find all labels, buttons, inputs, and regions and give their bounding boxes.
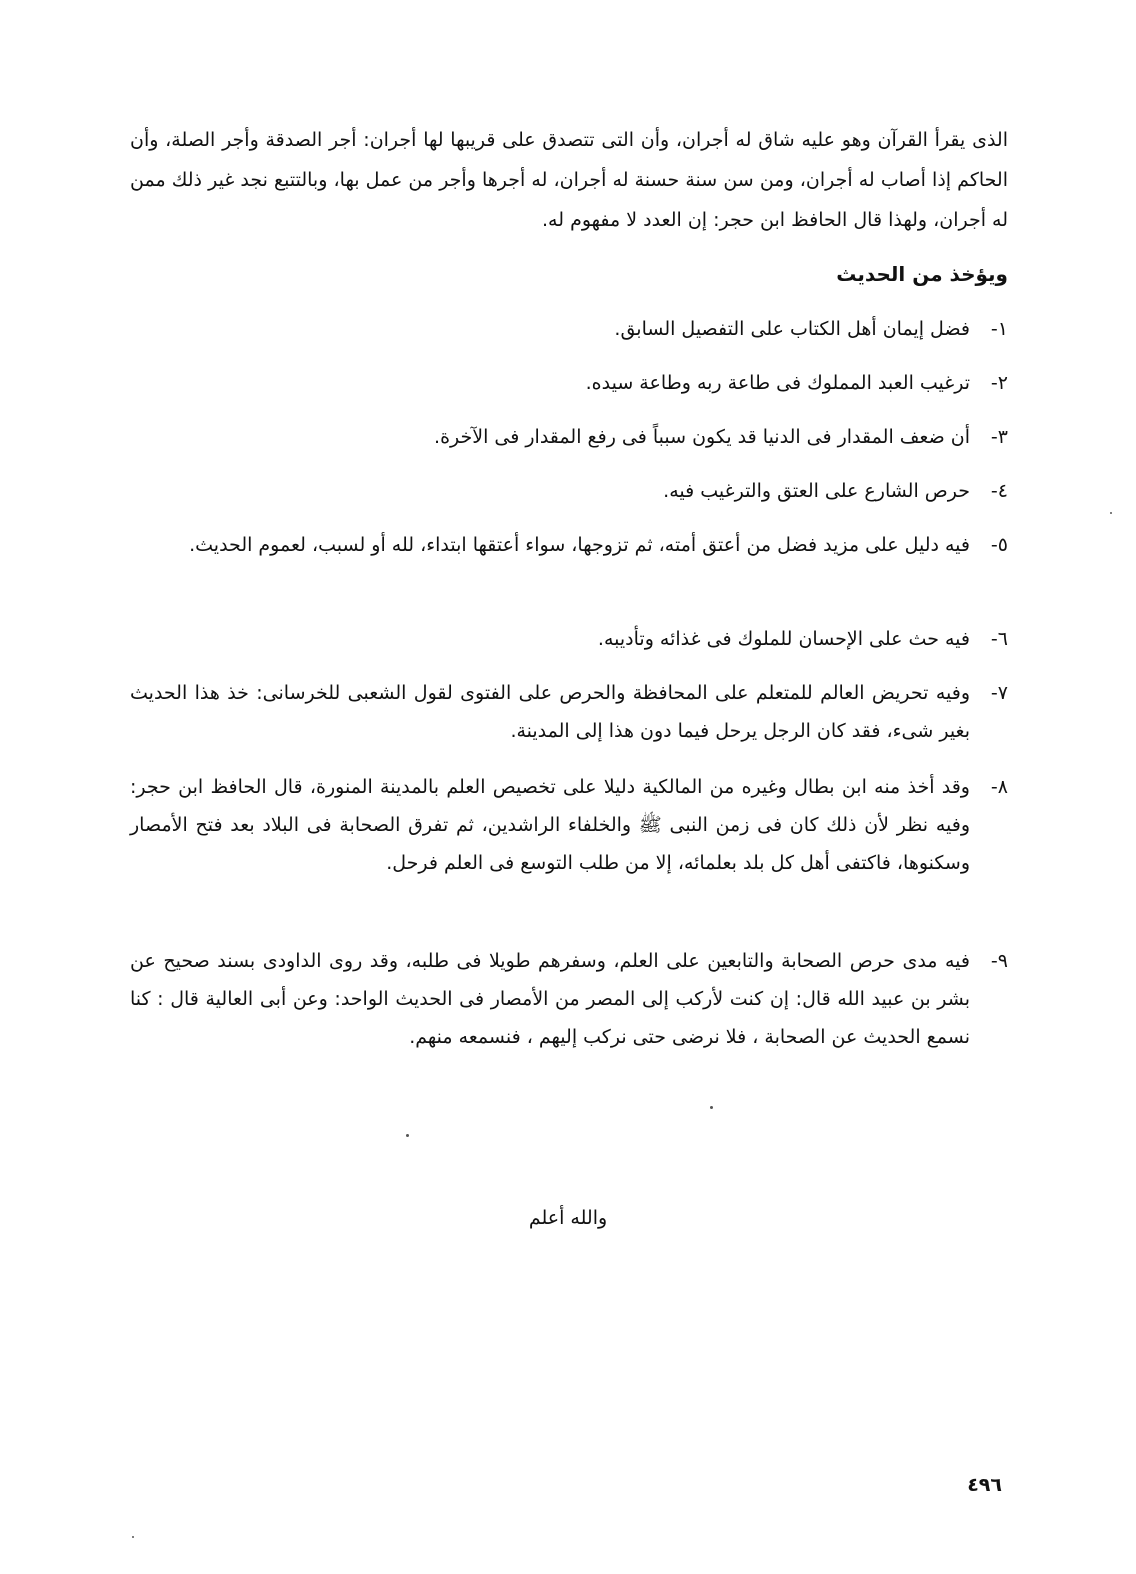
- list-item: [130, 620, 1008, 658]
- scan-speck: [406, 1134, 409, 1137]
- scan-speck: [132, 1536, 134, 1538]
- list-item-number: ٩-: [990, 950, 1008, 972]
- scan-speck: [710, 1106, 713, 1109]
- list-item-number: ٨-: [990, 776, 1008, 798]
- list-item-text: فيه مدى حرص الصحابة والتابعين على العلم، وسفرهم طويلا فى طلبه، وقد روى الداودى بسند صحيح عن بشر بن عبيد الله قال: إن كنت لأركب إلى المصر من الأمصار فى الحديث الواحد: وعن أبى العالية قال : كنا نسمع الحديث عن الصحابة ، فلا نرضى حتى نركب إليهم ، فنسمعه منهم.: [130, 950, 970, 1048]
- list-item: [130, 472, 1008, 510]
- list-item-text: حرص الشارع على العتق والترغيب فيه.: [663, 480, 970, 502]
- list-item: [130, 310, 1008, 348]
- list-item: [130, 768, 1008, 882]
- list-item: [130, 674, 1008, 750]
- list-item-text: ترغيب العبد المملوك فى طاعة ربه وطاعة سيده.: [585, 372, 970, 394]
- list-item-text: وقد أخذ منه ابن بطال وغيره من المالكية دليلا على تخصيص العلم بالمدينة المنورة، قال الحافظ ابن حجر: وفيه نظر لأن ذلك كان فى زمن النبى ﷺ والخلفاء الراشدين، ثم تفرق الصحابة فى البلاد بعد فتح الأمصار وسكنوها، فاكتفى أهل كل بلد بعلمائه، إلا من طلب التوسع فى العلم فرحل.: [130, 776, 970, 874]
- list-item-text: فضل إيمان أهل الكتاب على التفصيل السابق.: [614, 318, 970, 340]
- list-item: [130, 526, 1008, 564]
- list-item: [130, 364, 1008, 402]
- list-item-number: ٣-: [990, 426, 1008, 448]
- list-item-text: فيه دليل على مزيد فضل من أعتق أمته، ثم تزوجها، سواء أعتقها ابتداء، لله أو لسبب، لعموم الحديث.: [189, 534, 970, 556]
- list-item-number: ٥-: [990, 534, 1008, 556]
- list-item-text: فيه حث على الإحسان للملوك فى غذائه وتأديبه.: [597, 628, 970, 650]
- list-item: [130, 942, 1008, 1056]
- list-item-number: ٤-: [990, 480, 1008, 502]
- list-item-number: ٢-: [990, 372, 1008, 394]
- list-item-text: أن ضعف المقدار فى الدنيا قد يكون سبباً فى رفع المقدار فى الآخرة.: [434, 426, 970, 448]
- scan-speck: [1110, 512, 1112, 514]
- list-item-number: ٧-: [990, 682, 1008, 704]
- list-item-number: ٦-: [990, 628, 1008, 650]
- section-heading: ويؤخذ من الحديث: [836, 262, 1008, 286]
- closing-line: والله أعلم: [528, 1207, 608, 1229]
- list-item: [130, 418, 1008, 456]
- list-item-number: ١-: [990, 318, 1008, 340]
- list-item-text: وفيه تحريض العالم للمتعلم على المحافظة والحرص على الفتوى لقول الشعبى للخرسانى: خذ هذا الحديث بغير شىء، فقد كان الرجل يرحل فيما دون هذا إلى المدينة.: [130, 682, 970, 742]
- page-number: ٤٩٦: [967, 1474, 1002, 1496]
- intro-paragraph: الذى يقرأ القرآن وهو عليه شاق له أجران، وأن التى تتصدق على قريبها لها أجران: أجر الصدقة وأجر الصلة، وأن الحاكم إذا أصاب له أجران، ومن سن سنة حسنة له أجران، له أجرها وأجر من عمل بها، وبالتتبع نجد غير ذلك ممن له أجران، ولهذا قال الحافظ ابن حجر: إن العدد لا مفهوم له.: [130, 129, 1008, 231]
